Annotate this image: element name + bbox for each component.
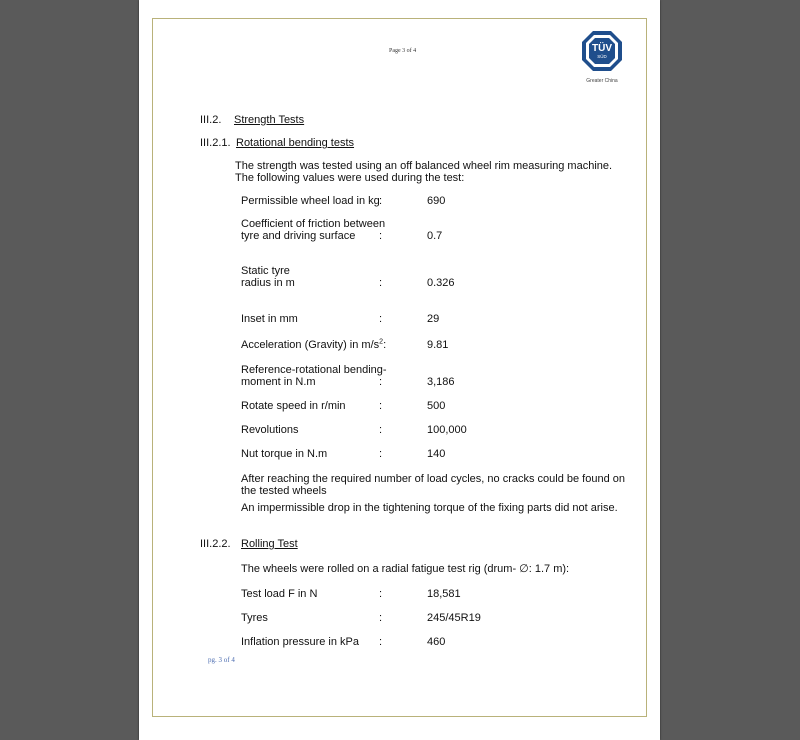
row-label: Revolutions xyxy=(241,424,299,436)
logo-brand: TÜV xyxy=(592,43,612,54)
row-label-sup: 2 xyxy=(379,338,384,346)
subsection1-title: Rotational bending tests xyxy=(236,137,355,149)
footer-page-number: pg. 3 of 4 xyxy=(208,656,235,664)
document-page xyxy=(139,0,660,740)
subsection1-number: III.2.1. xyxy=(200,137,231,149)
row-value: 690 xyxy=(427,195,446,207)
tuv-logo-icon xyxy=(581,30,623,72)
row-value: 0.7 xyxy=(427,230,443,242)
page-border xyxy=(152,18,647,717)
row-colon: : xyxy=(379,313,383,325)
row-colon: : xyxy=(379,588,383,600)
row-colon: : xyxy=(383,339,387,351)
row-value: 0.326 xyxy=(427,277,455,289)
rolling-intro: The wheels were rolled on a radial fatigue test rig (drum- ∅: 1.7 m): xyxy=(241,563,570,575)
row-label-line2: tyre and driving surface xyxy=(241,230,356,242)
result-line-3: An impermissible drop in the tightening torque of the fixing parts did not arise. xyxy=(241,502,618,514)
row-label-line2: radius in m xyxy=(241,277,295,289)
row-value: 3,186 xyxy=(427,376,455,388)
result-line-2: the tested wheels xyxy=(241,485,327,497)
row-value: 100,000 xyxy=(427,424,467,436)
logo-sub: SÜD xyxy=(597,54,607,59)
row-label: Permissible wheel load in kg xyxy=(241,195,380,207)
row-colon: : xyxy=(379,636,383,648)
result-line-1: After reaching the required number of load cycles, no cracks could be found on xyxy=(241,473,626,485)
row-label: Static tyre xyxy=(241,265,290,277)
row-value: 500 xyxy=(427,400,446,412)
row-label: Tyres xyxy=(241,612,268,624)
tuv-logo xyxy=(577,30,627,84)
row-value: 29 xyxy=(427,313,440,325)
row-colon: : xyxy=(379,195,383,207)
row-colon: : xyxy=(379,424,383,436)
section-number: III.2. xyxy=(200,114,222,126)
row-label: Coefficient of friction between xyxy=(241,218,386,230)
subsection2-number: III.2.2. xyxy=(200,538,231,550)
row-value: 460 xyxy=(427,636,446,648)
page-header: Page 3 of 4 xyxy=(389,48,417,54)
row-label: Inflation pressure in kPa xyxy=(241,636,360,648)
row-value: 18,581 xyxy=(427,588,461,600)
row-label: Rotate speed in r/min xyxy=(241,400,346,412)
row-colon: : xyxy=(379,448,383,460)
intro-line-1: The strength was tested using an off balanced wheel rim measuring machine. xyxy=(235,160,613,172)
row-colon: : xyxy=(379,376,383,388)
row-value: 9.81 xyxy=(427,339,449,351)
intro-line-2: The following values were used during the test: xyxy=(235,172,465,184)
row-label: Reference-rotational bending- xyxy=(241,364,387,376)
row-colon: : xyxy=(379,230,383,242)
row-label-line2: moment in N.m xyxy=(241,376,316,388)
logo-caption: Greater China xyxy=(586,78,618,84)
row-label xyxy=(241,339,386,351)
row-label: Test load F in N xyxy=(241,588,318,600)
row-label-text: Acceleration (Gravity) in m/s xyxy=(241,339,380,351)
row-colon: : xyxy=(379,400,383,412)
row-colon: : xyxy=(379,612,383,624)
row-value: 140 xyxy=(427,448,446,460)
row-value: 245/45R19 xyxy=(427,612,481,624)
section-title: Strength Tests xyxy=(234,114,305,126)
row-label: Inset in mm xyxy=(241,313,298,325)
subsection2-title: Rolling Test xyxy=(241,538,298,550)
row-label: Nut torque in N.m xyxy=(241,448,328,460)
row-colon: : xyxy=(379,277,383,289)
